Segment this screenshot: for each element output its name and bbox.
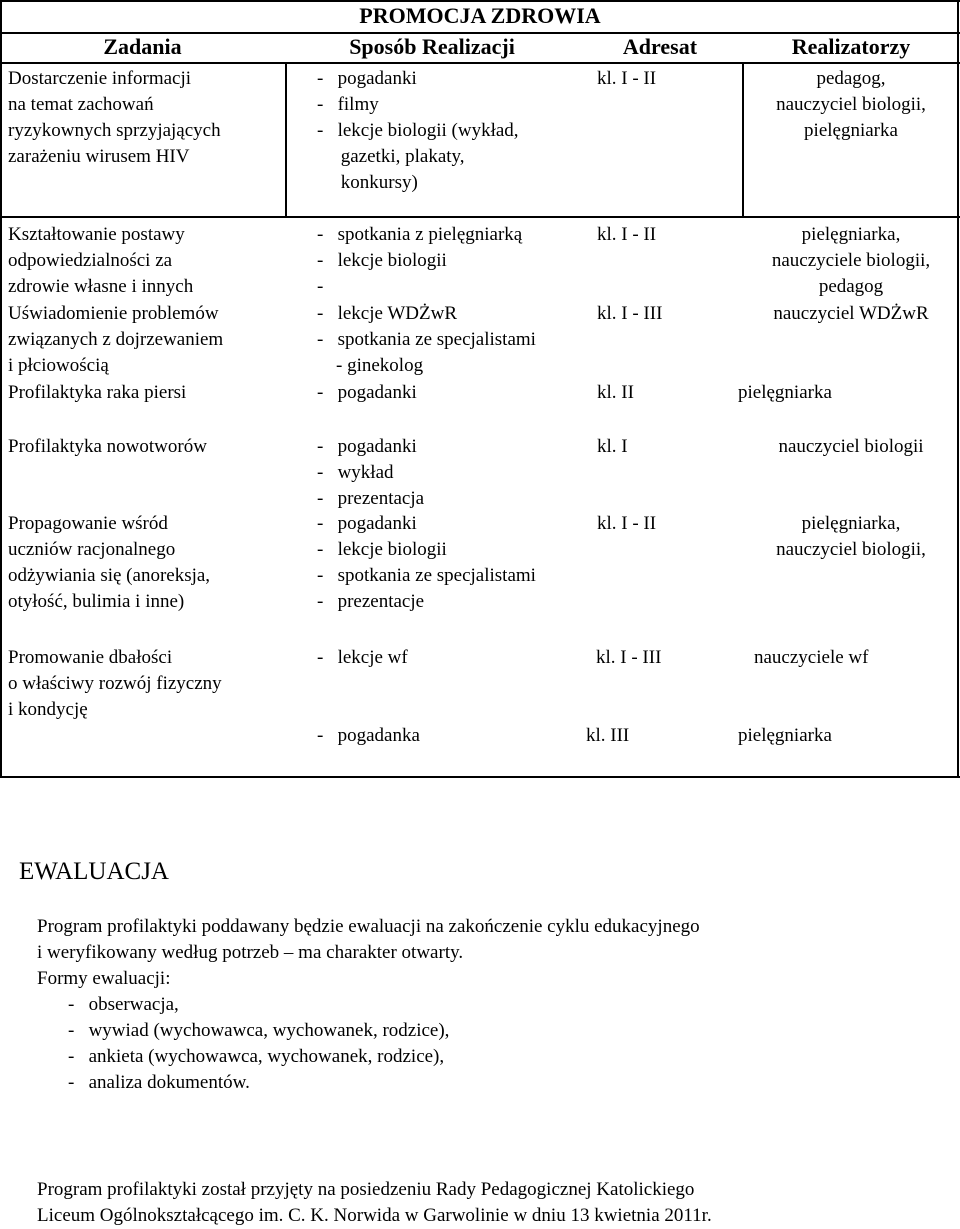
header-realizatorzy: Realizatorzy bbox=[791, 34, 911, 59]
staff-cell-line: pielęgniarka, bbox=[801, 224, 901, 245]
header-adresat: Adresat bbox=[622, 34, 698, 59]
method-cell-line: - prezentacje bbox=[317, 591, 425, 612]
staff-cell-line: nauczyciel WDŻwR bbox=[773, 303, 929, 324]
staff-cell-line: nauczyciel biologii, bbox=[776, 94, 926, 115]
method-cell-line: - filmy bbox=[317, 94, 379, 115]
staff-cell-line: pedagog bbox=[818, 276, 884, 297]
task-cell-line: uczniów racjonalnego bbox=[8, 539, 176, 560]
evaluation-form-item: - analiza dokumentów. bbox=[68, 1072, 250, 1093]
task-cell-line: o właściwy rozwój fizyczny bbox=[8, 673, 222, 694]
task-cell-line: odżywiania się (anoreksja, bbox=[8, 565, 211, 586]
task-cell-line: ryzykownych sprzyjających bbox=[8, 120, 221, 141]
evaluation-line: i weryfikowany według potrzeb – ma charakter otwarty. bbox=[37, 942, 464, 963]
target-cell-line: kl. III bbox=[586, 725, 630, 746]
task-cell-line: otyłość, bulimia i inne) bbox=[8, 591, 185, 612]
method-cell-line: - pogadanki bbox=[317, 382, 417, 403]
task-cell-line: i płciowością bbox=[8, 355, 109, 376]
method-cell-line: - wykład bbox=[317, 462, 394, 483]
header-zadania: Zadania bbox=[103, 34, 182, 59]
staff-cell-line: nauczyciele wf bbox=[754, 647, 869, 668]
staff-cell-line: pielęgniarka bbox=[738, 725, 832, 746]
task-cell-line: i kondycję bbox=[8, 699, 88, 720]
method-cell-line: - spotkania ze specjalistami bbox=[317, 565, 536, 586]
method-cell-line: - ginekolog bbox=[317, 355, 424, 376]
staff-cell-line: pielęgniarka, bbox=[801, 513, 901, 534]
evaluation-forms-label: Formy ewaluacji: bbox=[37, 968, 171, 989]
method-cell-line: - spotkania ze specjalistami bbox=[317, 329, 536, 350]
footer-line: Program profilaktyki został przyjęty na posiedzeniu Rady Pedagogicznej Katolickiego bbox=[37, 1179, 695, 1200]
evaluation-form-item: - obserwacja, bbox=[68, 994, 179, 1015]
row-divider bbox=[0, 216, 960, 218]
method-cell-line: - lekcje biologii bbox=[317, 250, 447, 271]
table-border-top bbox=[0, 0, 960, 2]
task-cell-line: Propagowanie wśród bbox=[8, 513, 168, 534]
method-cell-line: - lekcje wf bbox=[317, 647, 408, 668]
staff-cell-line: nauczyciel biologii bbox=[778, 436, 924, 457]
staff-cell-line: pedagog, bbox=[816, 68, 886, 89]
target-cell-line: kl. I - III bbox=[597, 303, 663, 324]
task-cell-line: Promowanie dbałości bbox=[8, 647, 173, 668]
method-cell-line: - lekcje biologii bbox=[317, 539, 447, 560]
task-cell-line: Uświadomienie problemów bbox=[8, 303, 219, 324]
staff-cell-line: pielęgniarka bbox=[804, 120, 898, 141]
task-cell-line: związanych z dojrzewaniem bbox=[8, 329, 224, 350]
evaluation-form-item: - wywiad (wychowawca, wychowanek, rodzice), bbox=[68, 1020, 450, 1041]
task-cell-line: na temat zachowań bbox=[8, 94, 154, 115]
method-cell-line: gazetki, plakaty, bbox=[317, 146, 465, 167]
target-cell-line: kl. I - III bbox=[596, 647, 662, 668]
evaluation-heading: EWALUACJA bbox=[19, 858, 169, 885]
task-cell-line: Dostarczenie informacji bbox=[8, 68, 192, 89]
method-cell-line: - lekcje WDŻwR bbox=[317, 303, 457, 324]
target-cell-line: kl. I - II bbox=[597, 513, 657, 534]
column-divider-first bbox=[285, 62, 287, 218]
task-cell-line: zarażeniu wirusem HIV bbox=[8, 146, 190, 167]
target-cell-line: kl. I bbox=[597, 436, 628, 457]
task-cell-line: Profilaktyka nowotworów bbox=[8, 436, 207, 457]
table-border-bottom bbox=[0, 776, 960, 778]
method-cell-line: - pogadanki bbox=[317, 513, 417, 534]
target-cell-line: kl. II bbox=[597, 382, 634, 403]
task-cell-line: Profilaktyka raka piersi bbox=[8, 382, 187, 403]
staff-cell-line: pielęgniarka bbox=[738, 382, 832, 403]
target-cell-line: kl. I - II bbox=[597, 68, 657, 89]
evaluation-line: Program profilaktyki poddawany będzie ewaluacji na zakończenie cyklu edukacyjnego bbox=[37, 916, 700, 937]
staff-cell-line: nauczyciele biologii, bbox=[771, 250, 931, 271]
method-cell-line: - pogadanki bbox=[317, 436, 417, 457]
task-cell-line: Kształtowanie postawy bbox=[8, 224, 185, 245]
task-cell-line: zdrowie własne i innych bbox=[8, 276, 194, 297]
target-cell-line: kl. I - II bbox=[597, 224, 657, 245]
header-sposob-realizacji: Sposób Realizacji bbox=[349, 34, 515, 59]
header-divider bbox=[0, 62, 960, 64]
method-cell-line: - spotkania z pielęgniarką bbox=[317, 224, 523, 245]
method-cell-line: - prezentacja bbox=[317, 488, 425, 509]
evaluation-form-item: - ankieta (wychowawca, wychowanek, rodzice), bbox=[68, 1046, 445, 1067]
task-cell-line: odpowiedzialności za bbox=[8, 250, 173, 271]
method-cell-line: - pogadanka bbox=[317, 725, 420, 746]
method-cell-line: konkursy) bbox=[317, 172, 418, 193]
table-title: PROMOCJA ZDROWIA bbox=[359, 3, 601, 28]
staff-cell-line: nauczyciel biologii, bbox=[776, 539, 926, 560]
method-cell-line: - bbox=[317, 276, 324, 297]
method-cell-line: - pogadanki bbox=[317, 68, 417, 89]
method-cell-line: - lekcje biologii (wykład, bbox=[317, 120, 519, 141]
footer-line: Liceum Ogólnokształcącego im. C. K. Norwida w Garwolinie w dniu 13 kwietnia 2011r. bbox=[37, 1205, 712, 1226]
table-border-left bbox=[0, 0, 2, 778]
